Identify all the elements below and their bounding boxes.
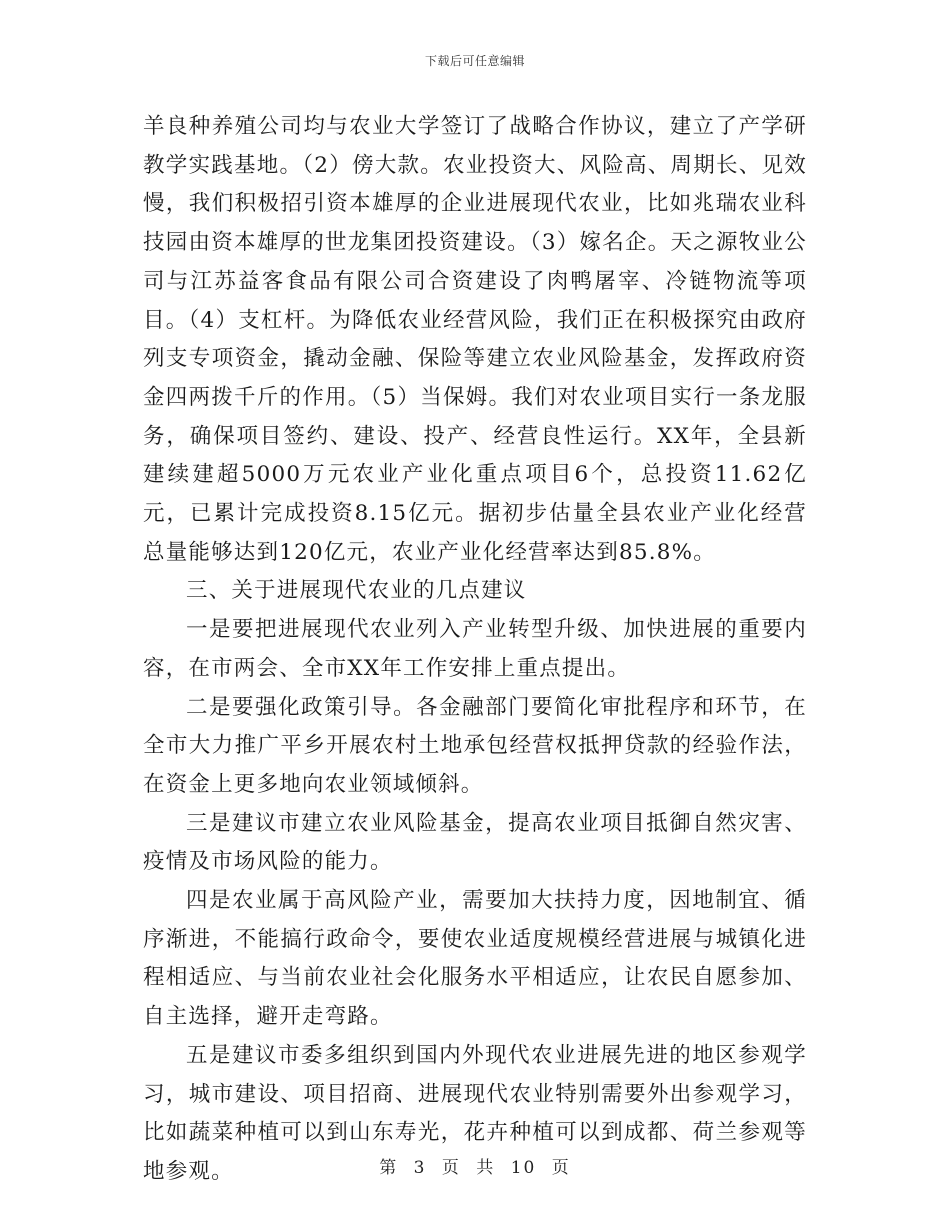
body-paragraph-3: 一是要把进展现代农业列入产业转型升级、加快进展的重要内容，在市两会、全市XX年工作安排上重点提出。 <box>143 617 807 681</box>
page-footer: 第 3 页 共 10 页 <box>379 1158 571 1178</box>
section-heading-suggestions: 三、关于进展现代农业的几点建议 <box>186 578 527 604</box>
page-header: 下载后可任意编辑 <box>424 54 525 68</box>
body-paragraph-7: 五是建议市委多组织到国内外现代农业进展先进的地区参观学习，城市建设、项目招商、进展现代农业特别需要外出参观学习，比如蔬菜种植可以到山东寿光，花卉种植可以到成都、荷兰参观等地参观。 <box>143 1042 807 1184</box>
document-body <box>143 108 807 1192</box>
body-paragraph-5: 三是建议市建立农业风险基金，提高农业项目抵御自然灾害、疫情及市场风险的能力。 <box>143 810 807 875</box>
body-paragraph-4: 二是要强化政策引导。各金融部门要简化审批程序和环节，在全市大力推广平乡开展农村土地承包经营权抵押贷款的经验作法，在资金上更多地向农业领域倾斜。 <box>143 694 807 797</box>
body-paragraph-6: 四是农业属于高风险产业，需要加大扶持力度，因地制宜、循序渐进，不能搞行政命令，要使农业适度规模经营进展与城镇化进程相适应、与当前农业社会化服务水平相适应，让农民自愿参加、自主选择，避开走弯路。 <box>143 888 807 1030</box>
body-paragraph-1: 羊良种养殖公司均与农业大学签订了战略合作协议，建立了产学研教学实践基地。（2）傍大款。农业投资大、风险高、周期长、见效慢，我们积极招引资本雄厚的企业进展现代农业，比如兆瑞农业科技园由资本雄厚的世龙集团投资建设。（3）嫁名企。天之源牧业公司与江苏益客食品有限公司合资建设了肉鸭屠宰、冷链物流等项目。（4）支杠杆。为降低农业经营风险，我们正在积极探究由政府列支专项资金，撬动金融、保险等建立农业风险基金，发挥政府资金四两拨千斤的作用。（5）当保姆。我们对农业项目实行一条龙服务，确保项目签约、建设、投产、经营良性运行。XX年，全县新建续建超5000万元农业产业化重点项目6个，总投资11.62亿元，已累计完成投资8.15亿元。据初步估量全县农业产业化经营总量能够达到120亿元，农业产业化经营率达到85.8%。 <box>143 114 807 565</box>
